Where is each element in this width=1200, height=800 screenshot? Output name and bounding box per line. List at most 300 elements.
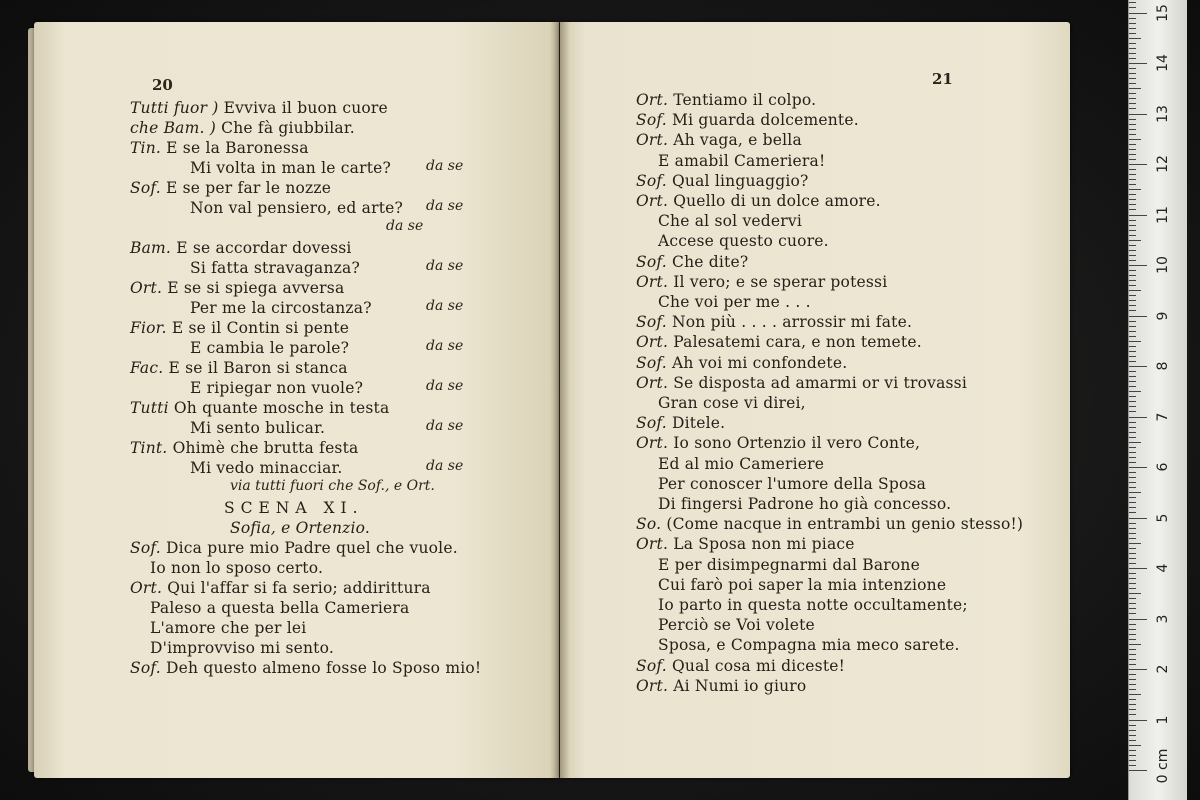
scene-cast: Sofia, e Ortenzio. [230, 519, 371, 537]
ruler-tick [1129, 714, 1136, 715]
ruler-tick [1129, 669, 1147, 670]
ruler-tick [1129, 164, 1147, 165]
text-line [190, 418, 325, 438]
ruler-tick [1129, 432, 1136, 433]
ruler-tick [1129, 437, 1136, 438]
ruler-tick [1129, 265, 1147, 266]
ruler-tick [1129, 300, 1136, 301]
ruler-tick [1129, 755, 1136, 756]
speaker-name: Ort. [130, 579, 163, 597]
stage-direction: da se [426, 378, 464, 394]
ruler-tick [1129, 518, 1147, 519]
ruler-tick [1129, 270, 1136, 271]
speaker-name: Ort. [636, 272, 669, 291]
ruler-tick [1129, 361, 1136, 362]
verse-text: E ripiegar non vuole? [190, 379, 364, 397]
verse-text: D'improvviso mi sento. [150, 639, 334, 657]
text-line [130, 358, 348, 378]
ruler-tick [1129, 704, 1136, 705]
ruler-tick [1129, 2, 1136, 3]
ruler-tick [1129, 578, 1136, 579]
ruler-tick [1129, 295, 1136, 296]
ruler-tick [1129, 13, 1147, 14]
text-line [658, 575, 946, 595]
speaker-name: Ort. [636, 131, 669, 150]
speaker-name: Sof. [636, 313, 667, 332]
verse-text: Gran cose vi direi, [658, 394, 806, 412]
text-line [636, 252, 748, 272]
verse-text: E se accordar dovessi [176, 239, 352, 257]
verse-text: Quello di un dolce amore. [673, 192, 881, 210]
ruler-tick [1129, 346, 1136, 347]
ruler-tick [1129, 644, 1141, 645]
measurement-ruler [1128, 0, 1187, 800]
verse-text: Che al sol vedervi [658, 212, 802, 231]
text-line [130, 98, 388, 118]
ruler-tick [1129, 341, 1141, 342]
ruler-tick [1129, 275, 1136, 276]
ruler-tick [1129, 255, 1136, 256]
text-line [130, 578, 431, 598]
ruler-number: 3 [1155, 614, 1171, 623]
verse-text: Il vero; e se sperar potessi [673, 272, 888, 291]
speaker-name: Sof. [130, 179, 161, 197]
ruler-tick [1129, 568, 1147, 569]
stage-direction: via tutti fuori che Sof., e Ort. [230, 478, 435, 494]
verse-text: Accese questo cuore. [658, 232, 829, 251]
verse-text: Che dite? [672, 252, 749, 271]
open-book [28, 14, 1078, 784]
verse-text: Mi volta in man le carte? [190, 159, 392, 177]
verse-text: Mi vedo minacciar. [190, 459, 343, 477]
speaker-name: Bam. [130, 239, 172, 257]
speaker-name: So. [636, 515, 662, 534]
ruler-tick [1129, 629, 1136, 630]
speaker-name: Sof. [130, 659, 161, 677]
ruler-tick [1129, 321, 1136, 322]
ruler-tick [1129, 674, 1136, 675]
verse-text: E se per far le nozze [166, 179, 332, 197]
ruler-tick [1129, 538, 1136, 539]
speaker-name: Tutti [130, 399, 169, 417]
speaker-name: Fior. [130, 319, 167, 337]
text-line [658, 474, 926, 494]
ruler-tick [1129, 316, 1147, 317]
ruler-tick [1129, 427, 1136, 428]
ruler-tick [1129, 376, 1136, 377]
verse-text: Ed al mio Cameriere [658, 454, 825, 473]
ruler-tick [1129, 53, 1136, 54]
ruler-tick [1129, 689, 1136, 690]
ruler-tick [1129, 235, 1136, 236]
text-line [190, 158, 391, 178]
ruler-tick [1129, 386, 1136, 387]
speaker-name: Tutti fuor ) [130, 99, 219, 117]
verse-text: Sposa, e Compagna mia meco sarete. [658, 636, 960, 655]
speaker-name: Sof. [636, 656, 667, 675]
ruler-tick [1129, 447, 1136, 448]
text-line [190, 258, 360, 278]
text-line [636, 413, 725, 433]
ruler-tick [1129, 280, 1136, 281]
text-line [636, 373, 967, 393]
speaker-name: Ort. [636, 91, 669, 109]
ruler-number: 5 [1155, 513, 1171, 522]
ruler-tick [1129, 48, 1136, 49]
text-line [190, 378, 363, 398]
ruler-tick [1129, 720, 1147, 721]
ruler-tick [1129, 326, 1136, 327]
ruler-tick [1129, 462, 1136, 463]
speaker-name: Tint. [130, 439, 168, 457]
right-page [560, 22, 1070, 778]
ruler-number: 11 [1155, 205, 1171, 224]
ruler-tick [1129, 189, 1141, 190]
ruler-tick [1129, 169, 1136, 170]
speaker-name: che Bam. ) [130, 119, 216, 137]
ruler-tick [1129, 204, 1136, 205]
verse-text: La Sposa non mi piace [673, 535, 855, 554]
text-line [636, 191, 881, 211]
ruler-tick [1129, 573, 1136, 574]
ruler-tick [1129, 472, 1136, 473]
ruler-unit-label: 0 cm [1155, 748, 1171, 784]
ruler-tick [1129, 194, 1136, 195]
speaker-name: Ort. [636, 434, 669, 453]
verse-text: Per conoscer l'umore della Sposa [658, 474, 927, 493]
stage-direction: da se [426, 338, 464, 354]
ruler-tick [1129, 664, 1136, 665]
speaker-name: Sof. [636, 171, 667, 190]
ruler-tick [1129, 260, 1136, 261]
ruler-tick [1129, 174, 1136, 175]
ruler-tick [1129, 144, 1136, 145]
ruler-tick [1129, 83, 1136, 84]
verse-text: Qui l'affar si fa serio; addirittura [167, 579, 431, 597]
verse-text: Di fingersi Padrone ho già concesso. [658, 495, 952, 513]
text-line [636, 272, 887, 292]
ruler-tick [1129, 33, 1136, 34]
verse-text: Oh quante mosche in testa [173, 399, 390, 417]
ruler-tick [1129, 497, 1136, 498]
ruler-tick [1129, 371, 1136, 372]
verse-text: Per me la circostanza? [190, 299, 372, 317]
ruler-tick [1129, 639, 1136, 640]
ruler-number: 8 [1155, 361, 1171, 371]
ruler-tick [1129, 649, 1136, 650]
ruler-tick [1129, 199, 1136, 200]
stage-direction: da se [426, 298, 464, 314]
text-line [190, 338, 349, 358]
ruler-tick [1129, 619, 1147, 620]
verse-text: Mi sento bulicar. [190, 419, 326, 437]
text-line [150, 598, 409, 618]
verse-text: Si fatta stravaganza? [190, 259, 360, 277]
ruler-tick [1129, 159, 1136, 160]
ruler-number: 10 [1155, 256, 1171, 274]
text-line [636, 353, 847, 373]
stage-direction: da se [426, 418, 464, 434]
verse-text: Io non lo sposo certo. [150, 559, 324, 577]
ruler-tick [1129, 209, 1136, 210]
ruler-tick [1129, 93, 1136, 94]
verse-text: Paleso a questa bella Cameriera [150, 599, 410, 617]
ruler-number: 4 [1155, 563, 1171, 573]
verse-text: E se il Contin si pente [171, 319, 350, 337]
ruler-tick [1129, 583, 1136, 584]
ruler-tick [1129, 452, 1136, 453]
text-line [658, 292, 811, 312]
ruler-tick [1129, 417, 1147, 418]
ruler-tick [1129, 507, 1136, 508]
text-line [130, 138, 309, 158]
verse-text: Ah voi mi confondete. [672, 353, 848, 372]
ruler-tick [1129, 422, 1136, 423]
ruler-number: 14 [1155, 54, 1171, 72]
ruler-tick [1129, 250, 1136, 251]
ruler-tick [1129, 396, 1136, 397]
text-line [636, 534, 855, 554]
ruler-number: 7 [1155, 412, 1171, 421]
text-line [636, 676, 806, 696]
ruler-tick [1129, 593, 1141, 594]
verse-text: Mi guarda dolcemente. [672, 111, 859, 130]
verse-text: Tentiamo il colpo. [673, 91, 817, 109]
text-line [636, 171, 809, 191]
ruler-tick [1129, 351, 1136, 352]
text-line [636, 514, 1023, 534]
verse-text: Cui farò poi saper la mia intenzione [658, 575, 947, 594]
ruler-tick [1129, 63, 1147, 64]
ruler-tick [1129, 179, 1136, 180]
ruler-tick [1129, 38, 1141, 39]
text-line [130, 318, 349, 338]
ruler-tick [1129, 543, 1141, 544]
speaker-name: Sof. [130, 539, 161, 557]
ruler-tick [1129, 512, 1136, 513]
ruler-number: 15 [1155, 3, 1171, 22]
text-line [658, 151, 825, 171]
ruler-tick [1129, 770, 1147, 771]
ruler-tick [1129, 603, 1136, 604]
ruler-tick [1129, 305, 1136, 306]
ruler-tick [1129, 220, 1136, 221]
ruler-tick [1129, 684, 1136, 685]
text-line [190, 198, 403, 218]
ruler-tick [1129, 78, 1136, 79]
ruler-tick [1129, 285, 1136, 286]
text-line [658, 635, 960, 655]
ruler-tick [1129, 356, 1136, 357]
text-line [636, 332, 922, 352]
ruler-tick [1129, 98, 1136, 99]
text-line [636, 656, 845, 676]
ruler-tick [1129, 588, 1136, 589]
ruler-tick [1129, 624, 1136, 625]
ruler-number: 13 [1155, 104, 1171, 123]
ruler-tick [1129, 598, 1136, 599]
text-line [150, 638, 334, 658]
ruler-tick [1129, 139, 1141, 140]
book-gutter [550, 22, 570, 778]
ruler-tick [1129, 558, 1136, 559]
stage-direction: da se [426, 458, 464, 474]
text-line [658, 555, 920, 575]
ruler-tick [1129, 760, 1136, 761]
ruler-tick [1129, 310, 1136, 311]
verse-text: L'amore che per lei [150, 619, 307, 637]
ruler-tick [1129, 225, 1136, 226]
ruler-tick [1129, 553, 1136, 554]
verse-text: E per disimpegnarmi dal Barone [658, 555, 920, 574]
ruler-tick [1129, 411, 1136, 412]
page-number-right: 21 [932, 70, 953, 88]
text-line [636, 110, 859, 130]
ruler-tick [1129, 750, 1136, 751]
verse-text: Qual cosa mi diceste! [672, 656, 846, 675]
scene-heading: SCENA XI. [224, 499, 364, 517]
ruler-tick [1129, 290, 1141, 291]
verse-text: E se si spiega avversa [167, 279, 345, 297]
ruler-tick [1129, 730, 1136, 731]
ruler-tick [1129, 740, 1136, 741]
ruler-tick [1129, 245, 1136, 246]
ruler-tick [1129, 336, 1136, 337]
ruler-tick [1129, 401, 1136, 402]
ruler-tick [1129, 608, 1136, 609]
speaker-name: Fac. [130, 359, 164, 377]
stage-direction: da se [426, 158, 464, 174]
speaker-name: Tin. [130, 139, 162, 157]
text-line [658, 393, 806, 413]
ruler-number: 2 [1155, 664, 1171, 674]
text-line [658, 595, 968, 615]
ruler-tick [1129, 23, 1136, 24]
ruler-tick [1129, 88, 1141, 89]
ruler-tick [1129, 725, 1136, 726]
ruler-tick [1129, 654, 1136, 655]
text-line [658, 211, 802, 231]
ruler-tick [1129, 43, 1136, 44]
ruler-tick [1129, 502, 1136, 503]
ruler-number: 12 [1155, 155, 1171, 173]
verse-text: Dica pure mio Padre quel che vuole. [166, 539, 458, 557]
ruler-tick [1129, 391, 1141, 392]
ruler-number: 6 [1155, 462, 1171, 472]
ruler-tick [1129, 58, 1136, 59]
speaker-name: Ort. [636, 373, 669, 392]
speaker-name: Ort. [636, 535, 669, 554]
ruler-tick [1129, 381, 1136, 382]
verse-text: Palesatemi cara, e non temete. [673, 333, 922, 352]
verse-text: Non più . . . . arrossir mi fate. [672, 313, 913, 332]
ruler-tick [1129, 694, 1141, 695]
ruler-tick [1129, 114, 1147, 115]
speaker-name: Sof. [636, 111, 667, 130]
text-line [636, 433, 920, 453]
text-line [658, 454, 824, 474]
ruler-tick [1129, 7, 1136, 8]
verse-text: (Come nacque in entrambi un genio stesso!) [666, 515, 1024, 534]
ruler-tick [1129, 28, 1136, 29]
text-line [130, 438, 358, 458]
ruler-tick [1129, 442, 1141, 443]
verse-text: Se disposta ad amarmi or vi trovassi [673, 373, 967, 392]
ruler-tick [1129, 533, 1136, 534]
verse-text: Io sono Ortenzio il vero Conte, [673, 434, 921, 453]
ruler-tick [1129, 149, 1136, 150]
ruler-tick [1129, 699, 1136, 700]
text-line [190, 458, 343, 478]
ruler-tick [1129, 129, 1136, 130]
text-line [150, 558, 323, 578]
text-line [658, 231, 829, 251]
ruler-tick [1129, 523, 1136, 524]
verse-text: Qual linguaggio? [672, 171, 809, 190]
ruler-tick [1129, 108, 1136, 109]
text-line [130, 178, 331, 198]
ruler-tick [1129, 134, 1136, 135]
speaker-name: Ort. [636, 676, 669, 695]
ruler-tick [1129, 709, 1136, 710]
ruler-tick [1129, 528, 1136, 529]
ruler-tick [1129, 68, 1136, 69]
verse-text: Deh questo almeno fosse lo Sposo mio! [166, 659, 482, 677]
ruler-number: 1 [1155, 715, 1171, 724]
speaker-name: Sof. [636, 414, 667, 433]
ruler-tick [1129, 467, 1147, 468]
verse-text: Che voi per me . . . [658, 293, 811, 311]
verse-text: Perciò se Voi volete [658, 616, 815, 635]
verse-text: E se il Baron si stanca [168, 359, 348, 377]
ruler-tick [1129, 103, 1136, 104]
text-line [130, 398, 389, 418]
speaker-name: Ort. [636, 192, 669, 210]
ruler-tick [1129, 745, 1141, 746]
verse-text: E se la Baronessa [166, 139, 309, 157]
ruler-tick [1129, 634, 1136, 635]
text-line [636, 90, 816, 110]
ruler-tick [1129, 73, 1136, 74]
speaker-name: Sof. [636, 353, 667, 372]
ruler-tick [1129, 679, 1136, 680]
verse-text: Io parto in questa notte occultamente; [658, 596, 968, 614]
text-line [658, 494, 951, 514]
stage-direction: da se [426, 258, 464, 274]
ruler-tick [1129, 240, 1141, 241]
speaker-name: Ort. [130, 279, 163, 297]
ruler-tick [1129, 119, 1136, 120]
page-number-left: 20 [152, 76, 173, 94]
ruler-tick [1129, 366, 1147, 367]
ruler-tick [1129, 735, 1136, 736]
verse-text: Ah vaga, e bella [673, 131, 802, 150]
text-line [130, 538, 458, 558]
text-line [130, 118, 355, 138]
speaker-name: Sof. [636, 252, 667, 271]
verse-text: Evviva il buon cuore [223, 99, 388, 117]
text-line [130, 658, 481, 678]
stage-direction: da se [426, 198, 464, 214]
text-line [130, 278, 344, 298]
ruler-tick [1129, 563, 1136, 564]
ruler-tick [1129, 482, 1136, 483]
text-line [636, 312, 912, 332]
text-line [636, 130, 802, 150]
ruler-tick [1129, 492, 1141, 493]
verse-text: Che fà giubbilar. [221, 119, 355, 137]
ruler-tick [1129, 765, 1136, 766]
